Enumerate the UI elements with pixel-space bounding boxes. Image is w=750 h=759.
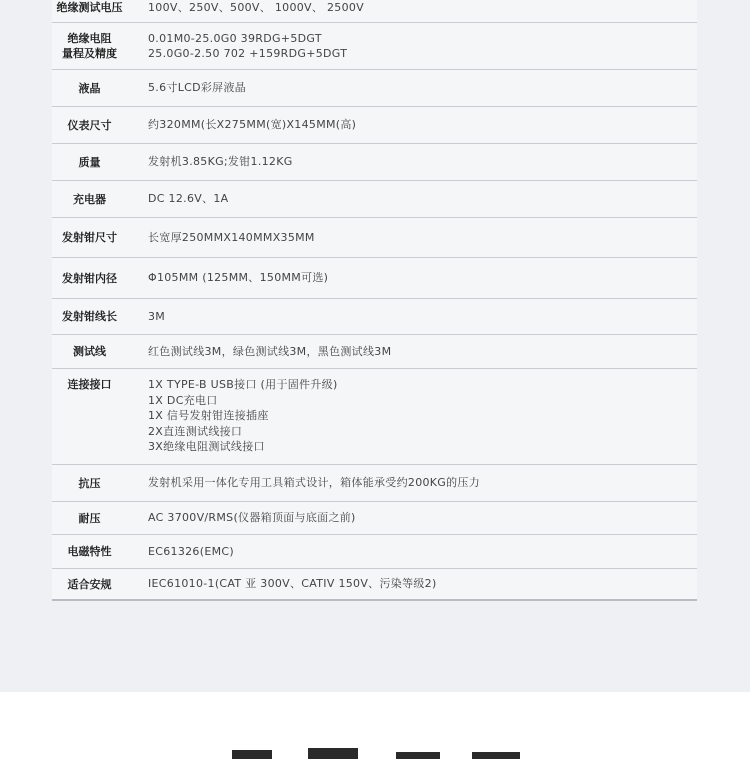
spec-value: EC61326(EMC) (148, 544, 234, 558)
spec-row (52, 569, 697, 599)
spec-label: 抗压 (78, 476, 101, 490)
spec-label: 绝缘测试电压 (56, 1, 123, 14)
spec-table (52, 0, 697, 601)
spec-value: IEC61010-1(CAT 亚 300V、CATIV 150V、污染等级2) (148, 577, 437, 591)
spec-value: 100V、250V、500V、 1000V、 2500V (148, 1, 364, 14)
spec-label: 仪表尺寸 (67, 118, 112, 132)
spec-label: 适合安规 (67, 577, 112, 591)
spec-value: 3M (148, 309, 166, 323)
spec-value: 1X TYPE-B USB接口 (用于固件升级) 1X DC充电口 1X 信号发射钳连接插座 2X直连测试线接口 3X绝缘电阻测试线接口 (148, 378, 338, 453)
spec-label: 绝缘电阻 量程及精度 (62, 32, 117, 60)
spec-label: 充电器 (73, 192, 106, 206)
spec-row (52, 369, 697, 465)
spec-row (52, 107, 697, 144)
spec-row (52, 181, 697, 218)
spec-value: Φ105MM (125MM、150MM可选) (148, 271, 329, 285)
spec-row (52, 465, 697, 502)
spec-row (52, 258, 697, 299)
cropped-heading-glyph (396, 752, 440, 759)
spec-row (52, 23, 697, 70)
spec-value: 红色测试线3M，绿色测试线3M，黑色测试线3M (148, 344, 392, 358)
spec-label: 液晶 (78, 81, 101, 95)
spec-value: 约320MM(长X275MM(宽)X145MM(高) (148, 118, 357, 132)
spec-value: AC 3700V/RMS(仪器箱顶面与底面之前) (148, 511, 356, 525)
spec-row (52, 70, 697, 107)
spec-value: 发射机采用一体化专用工具箱式设计，箱体能承受约200KG的压力 (148, 476, 481, 490)
spec-value: 0.01M0-25.0G0 39RDG+5DGT 25.0G0-2.50 702 +159RDG+5DGT (148, 31, 348, 60)
spec-row (52, 335, 697, 369)
spec-label: 测试线 (73, 345, 106, 358)
cropped-heading-glyph (232, 750, 272, 759)
cropped-heading-glyph (308, 748, 358, 759)
spec-row (52, 144, 697, 181)
spec-label: 发射钳线长 (62, 310, 117, 323)
spec-label: 连接接口 (67, 378, 112, 391)
spec-label: 耐压 (78, 511, 101, 525)
next-section (0, 692, 750, 759)
spec-label: 发射钳尺寸 (62, 231, 117, 244)
spec-row (52, 535, 697, 569)
spec-value: 发射机3.85KG;发钳1.12KG (148, 155, 293, 169)
spec-label: 质量 (78, 155, 101, 169)
spec-row (52, 299, 697, 335)
spec-label: 发射钳内径 (62, 271, 117, 285)
spec-row (52, 502, 697, 535)
spec-value: DC 12.6V、1A (148, 192, 229, 206)
spec-label: 电磁特性 (67, 545, 112, 558)
spec-value: 5.6寸LCD彩屏液晶 (148, 81, 247, 95)
cropped-heading-glyph (472, 752, 520, 759)
spec-row (52, 218, 697, 258)
spec-value: 长宽厚250MMX140MMX35MM (148, 230, 315, 244)
spec-row (52, 0, 697, 23)
